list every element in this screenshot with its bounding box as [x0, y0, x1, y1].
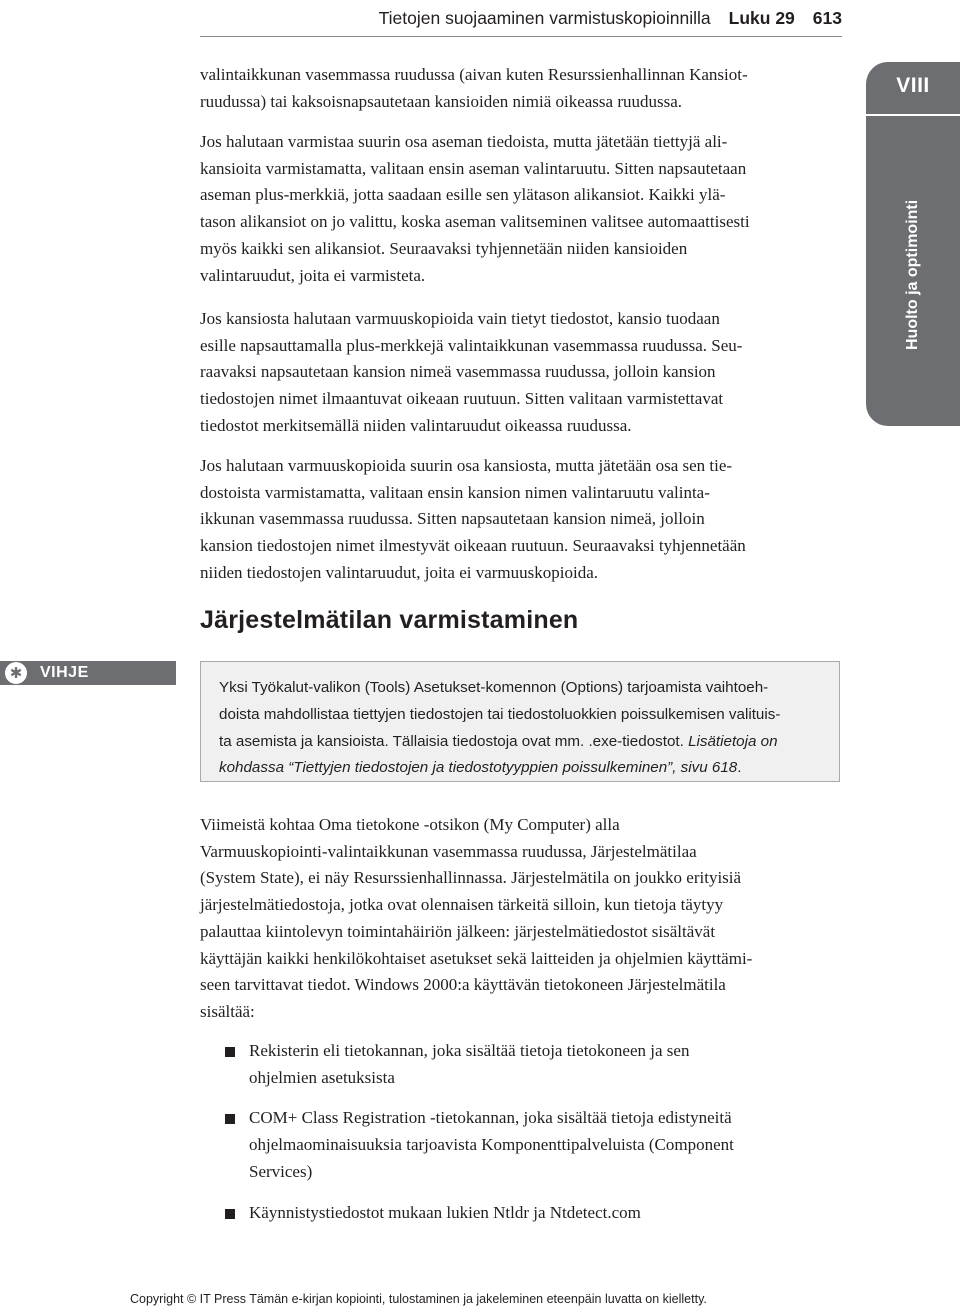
- paragraph-4: [200, 453, 845, 587]
- text-line: esille napsauttamalla plus-merkkejä valintaikkunan vasemmassa ruudussa. Seu-: [200, 335, 743, 355]
- section-heading: Järjestelmätilan varmistaminen: [200, 606, 579, 634]
- text-line: Rekisterin eli tietokannan, joka sisältää tietoja tietokoneen ja sen: [249, 1041, 690, 1060]
- text-line: käyttäjän kaikki henkilökohtaiset asetukset sekä laitteiden ja ohjelmien käyttämi-: [200, 948, 753, 968]
- text-line: tiedostojen nimet ilmaantuvat oikeaan ruutuun. Sitten valitaan varmistettavat: [200, 389, 724, 409]
- text-line: raavaksi napsautetaan kansion nimeä vasemmassa ruudussa, jolloin kansion: [200, 362, 716, 382]
- text-line: ohjelmien asetuksista: [249, 1067, 395, 1087]
- part-title: Huolto ja optimointi: [904, 199, 921, 350]
- text-line: tason alikansiot on jo valittu, koska aseman valitseminen valitsee automaattisesti: [200, 212, 750, 232]
- text-line: ohjelmaominaisuuksia tarjoavista Komponenttipalveluista (Component: [249, 1135, 734, 1155]
- text-line: niiden tiedostojen valintaruudut, joita ei varmuuskopioida.: [200, 562, 599, 582]
- tip-line: .: [737, 759, 742, 777]
- text-line: järjestelmätiedostoja, jotka ovat olennaisen tärkeitä silloin, kun tietoja täytyy: [200, 895, 724, 915]
- text-line: valintaruudut, joita ei varmisteta.: [200, 265, 426, 285]
- section-thumb-tab: [866, 62, 960, 426]
- tip-line: ta asemista ja kansioista. Tällaisia tiedostoja ovat mm. .exe-tiedostot.: [219, 732, 689, 750]
- tip-cross-reference: Lisätietoja on: [688, 732, 778, 750]
- running-header: [200, 0, 842, 37]
- tip-label-bar: [0, 661, 176, 685]
- text-line: valintaikkunan vasemmassa ruudussa (aivan kuten Resurssienhallinnan Kansiot-: [200, 65, 748, 84]
- square-bullet-icon: [225, 1114, 235, 1124]
- list-item: [200, 1200, 840, 1227]
- tip-text: [219, 675, 823, 782]
- part-numeral: VIII: [896, 74, 930, 97]
- text-line: Jos kansiosta halutaan varmuuskopioida vain tietyt tiedostot, kansio tuodaan: [200, 309, 720, 328]
- list-item: [200, 1105, 840, 1185]
- paragraph-1: [200, 62, 845, 115]
- text-line: dostoista varmistamatta, valitaan ensin kansion nimen valintaruutu valinta-: [200, 482, 710, 502]
- tip-box: [200, 661, 840, 782]
- text-line: ikkunan vasemmassa ruudussa. Sitten napsautetaan kansion nimeä, jolloin: [200, 509, 705, 529]
- text-line: ruudussa) tai kaksoisnapsautetaan kansioiden nimiä oikeassa ruudussa.: [200, 91, 683, 111]
- paragraph-3: [200, 306, 845, 440]
- square-bullet-icon: [225, 1209, 235, 1219]
- text-line: (System State), ei näy Resurssienhallinnassa. Järjestelmätila on joukko erityisiä: [200, 868, 742, 888]
- copyright-footer: Copyright © IT Press Tämän e-kirjan kopiointi, tulostaminen ja jakeleminen eteenpäin luvatta on kielletty.: [130, 1292, 707, 1306]
- text-line: seen tarvittavat tiedot. Windows 2000:a käyttävän tietokoneen Järjestelmätila: [200, 975, 726, 995]
- chapter-number: Luku 29: [728, 7, 795, 28]
- text-line: kansioita varmistamatta, valitaan ensin aseman valintaruutu. Sitten napsautetaan: [200, 158, 747, 178]
- text-line: Viimeistä kohtaa Oma tietokone -otsikon (My Computer) alla: [200, 815, 620, 834]
- text-line: Varmuuskopiointi-valintaikkunan vasemmassa ruudussa, Järjestelmätilaa: [200, 841, 697, 861]
- paragraph-2: [200, 129, 845, 289]
- text-line: Jos halutaan varmuuskopioida suurin osa kansiosta, mutta jätetään osa sen tie-: [200, 456, 733, 475]
- text-line: aseman plus-merkkiä, jotta saadaan esille sen ylätason alikansiot. Kaikki ylä-: [200, 185, 726, 205]
- text-line: myös kaikki sen alikansiot. Seuraavaksi tyhjennetään niiden kansioiden: [200, 238, 688, 258]
- paragraph-5: [200, 812, 845, 1026]
- tip-cross-reference: kohdassa “Tiettyjen tiedostojen ja tiedostotyyppien poissulkeminen”, sivu 618: [219, 759, 738, 777]
- tip-line: doista mahdollistaa tiettyjen tiedostojen tai tiedostoluokkien poissulkemisen valituis-: [219, 705, 781, 723]
- text-line: tiedostot merkitsemällä niiden valintaruudut oikeassa ruudussa.: [200, 415, 632, 435]
- text-line: kansion tiedostojen nimet ilmestyvät oikeaan ruutuun. Seuraavaksi tyhjennetään: [200, 536, 746, 556]
- bullet-list: [200, 1038, 840, 1226]
- tip-label: VIHJE: [40, 664, 89, 681]
- star-icon: ✱: [5, 662, 27, 684]
- square-bullet-icon: [225, 1047, 235, 1057]
- tip-line: Yksi Työkalut-valikon (Tools) Asetukset-komennon (Options) tarjoamista vaihtoeh-: [219, 679, 769, 696]
- text-line: Jos halutaan varmistaa suurin osa aseman tiedoista, mutta jätetään tiettyjä ali-: [200, 132, 728, 151]
- text-line: Käynnistystiedostot mukaan lukien Ntldr ja Ntdetect.com: [249, 1202, 641, 1222]
- tab-divider: [866, 114, 960, 116]
- text-line: sisältää:: [200, 1001, 255, 1021]
- text-line: COM+ Class Registration -tietokannan, joka sisältää tietoja edistyneitä: [249, 1108, 732, 1128]
- text-line: Services): [249, 1161, 313, 1181]
- chapter-title: Tietojen suojaaminen varmistuskopioinnilla: [378, 7, 711, 28]
- page-number: 613: [812, 7, 842, 28]
- text-line: palauttaa kiintolevyn toimintahäiriön jälkeen: järjestelmätiedostot sisältävät: [200, 921, 716, 941]
- list-item: [200, 1038, 840, 1091]
